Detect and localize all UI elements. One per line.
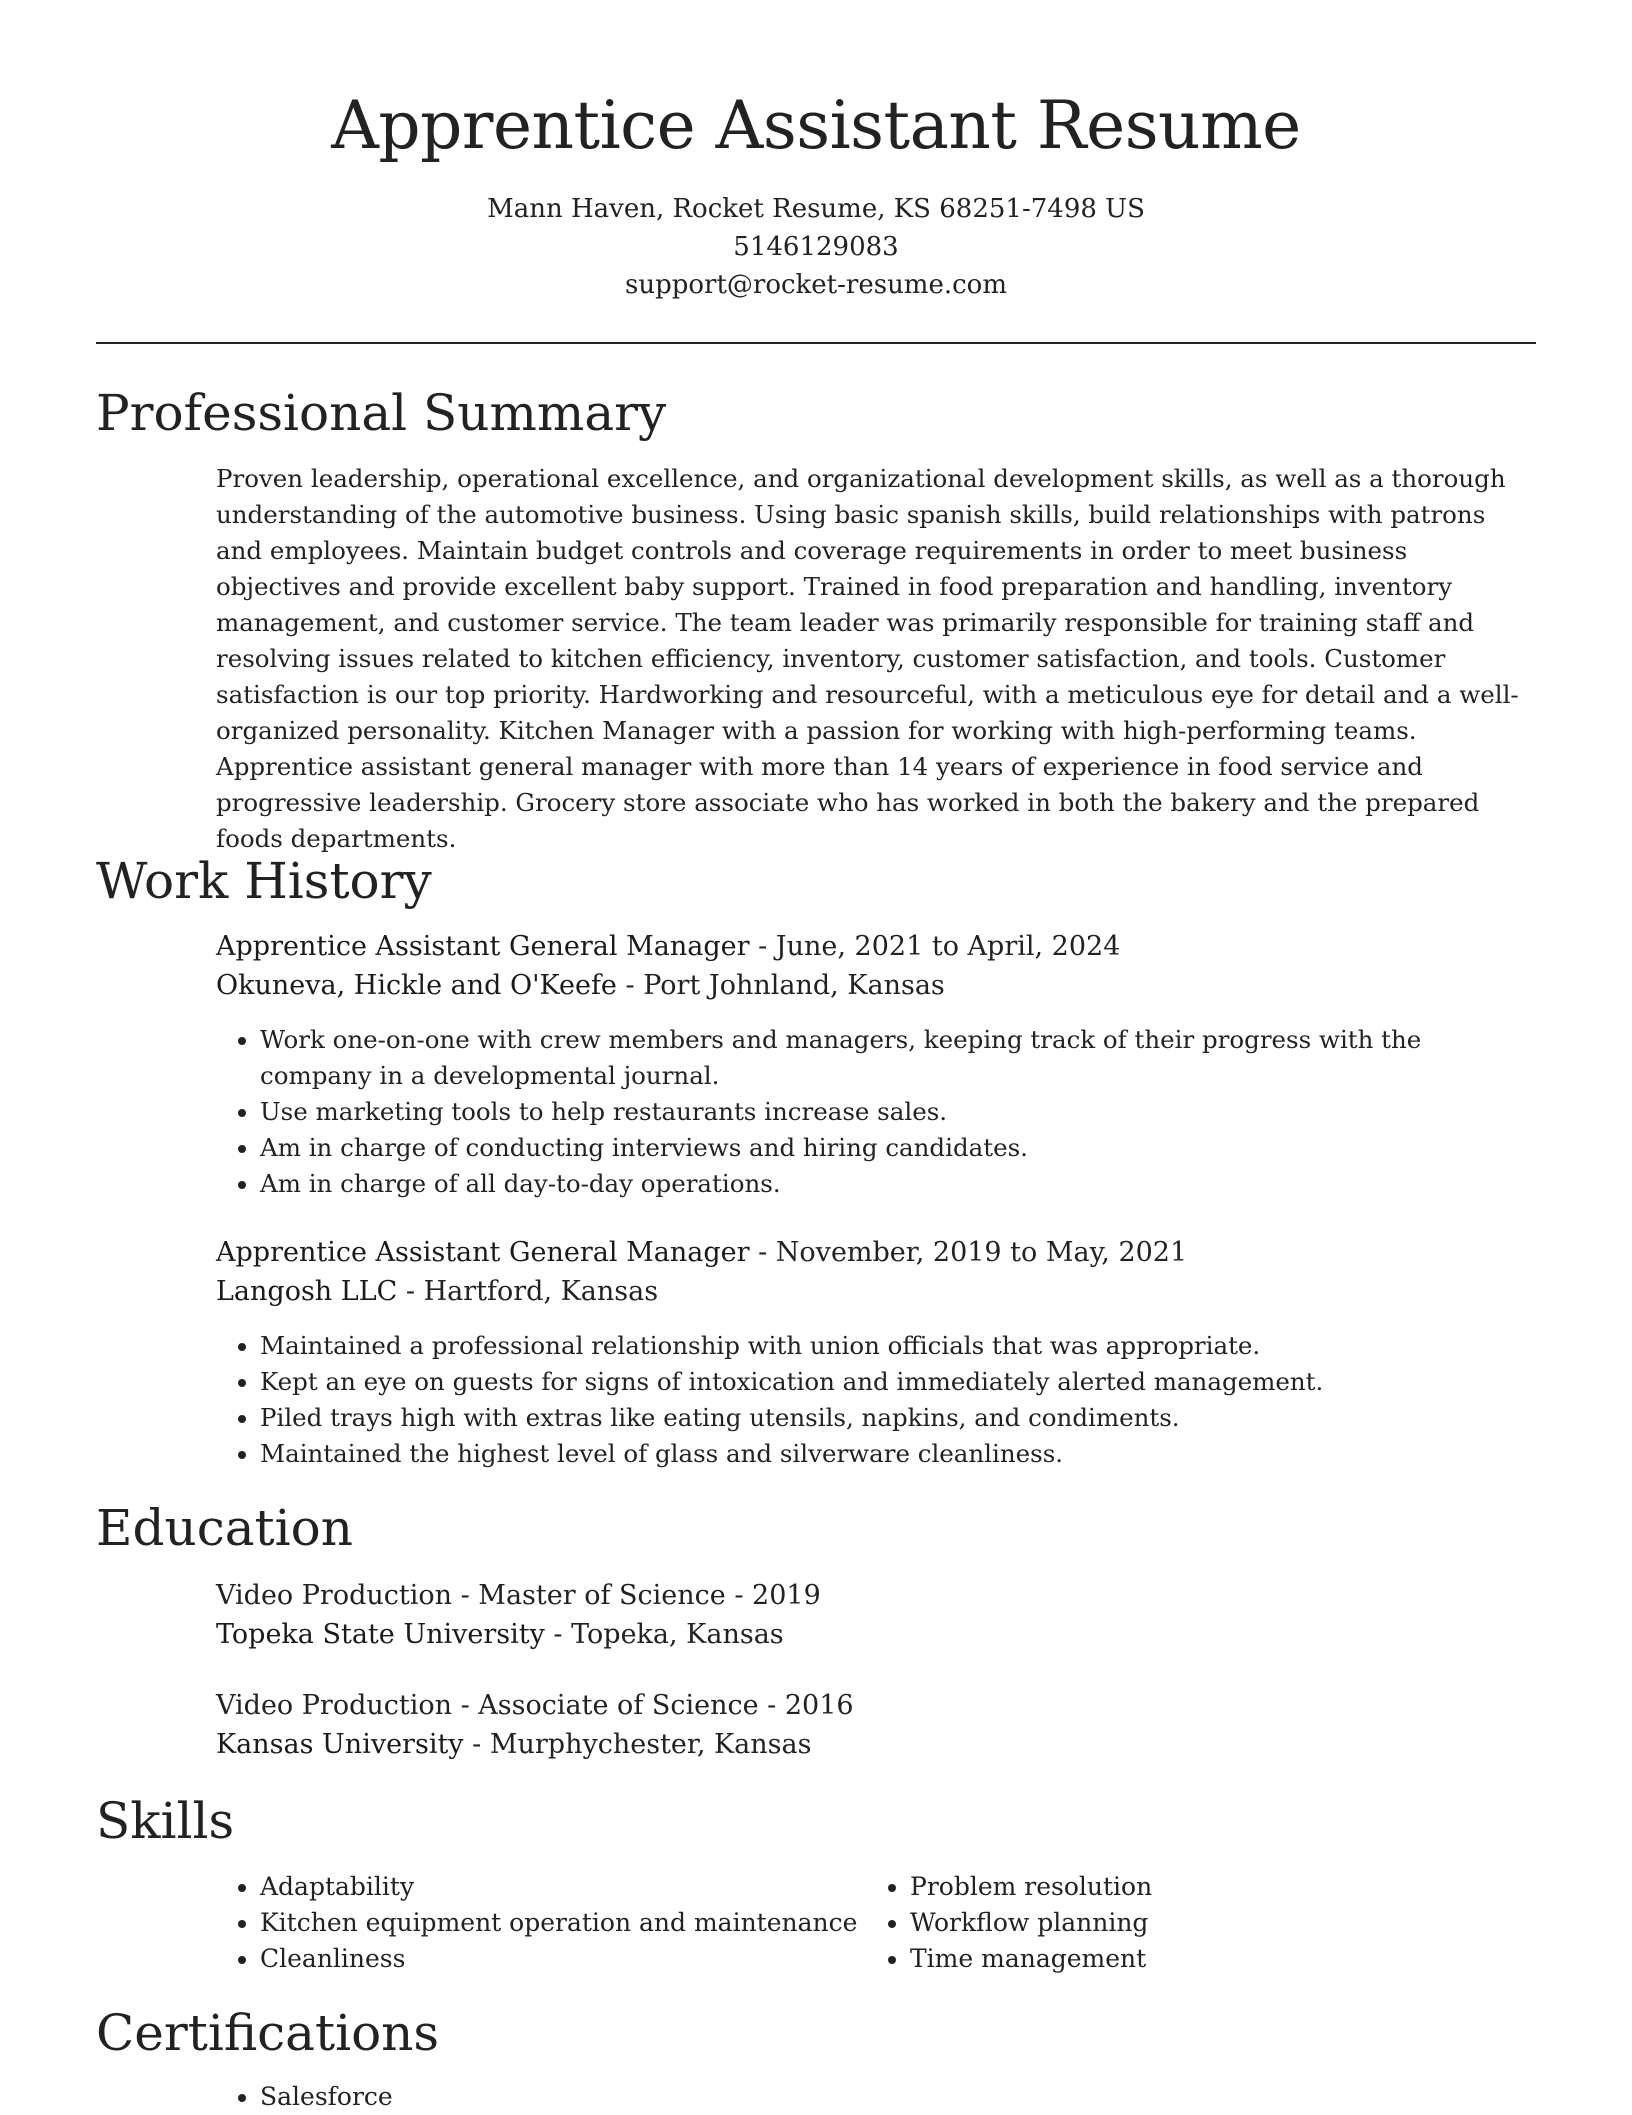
- job-bullets: [216, 1022, 1536, 1202]
- job-location: - Port Johnland, Kansas: [616, 970, 945, 1001]
- skill-item: • Time management: [910, 1941, 1550, 1977]
- skill-item: • Adaptability: [260, 1869, 900, 1905]
- education-degree: Video Production - Master of Science - 2019: [216, 1580, 821, 1611]
- skill-item: • Cleanliness: [260, 1941, 900, 1977]
- summary-heading: Professional Summary: [96, 384, 667, 442]
- work-history-heading: Work History: [96, 852, 432, 910]
- certifications-heading: Certifications: [96, 2004, 440, 2062]
- skill-item: • Problem resolution: [910, 1869, 1550, 1905]
- education-location: - Murphychester, Kansas: [463, 1729, 812, 1760]
- job-location: - Hartford, Kansas: [397, 1276, 659, 1307]
- certification-item: • Salesforce: [260, 2079, 900, 2115]
- list-item: • Kept an eye on guests for signs of intoxication and immediately alerted management.: [260, 1364, 1536, 1400]
- list-item: • Use marketing tools to help restaurants increase sales.: [260, 1094, 1536, 1130]
- contact-email: support@rocket-resume.com: [624, 270, 1007, 300]
- summary-text: Proven leadership, operational excellence, and organizational development skills, as well as a thorough understanding of the automotive business. Using basic spanish skills, build relationships with patrons and employees. Maintain budget controls and coverage requirements in order to meet business objectives and provide excellent baby support. Trained in food preparation and handling, inventory management, and customer service. The team leader was primarily responsible for training staff and resolving issues related to kitchen efficiency, inventory, customer satisfaction, and tools. Customer satisfaction is our top priority. Hardworking and resourceful, with a meticulous eye for detail and a well-organized personality. Kitchen Manager with a passion for working with high-performing teams. Apprentice assistant general manager with more than 14 years of experience in food service and progressive leadership. Grocery store associate who has worked in both the bakery and the prepared foods departments.: [216, 464, 1519, 853]
- resume-title: Apprentice Assistant Resume: [331, 87, 1301, 164]
- contact-address: Mann Haven, Rocket Resume, KS 68251-7498 US: [487, 194, 1145, 224]
- job-dates: - November, 2019 to May, 2021: [749, 1237, 1188, 1268]
- skills-list-left: [216, 1869, 900, 1977]
- education-school-line: [216, 1616, 1536, 1654]
- education-heading: Education: [96, 1499, 353, 1557]
- education-school-line: [216, 1726, 1536, 1764]
- list-item: • Piled trays high with extras like eating utensils, napkins, and condiments.: [260, 1400, 1536, 1436]
- skills-list-right: [866, 1869, 1550, 1977]
- job-title-line: [216, 928, 1536, 966]
- job-title: Apprentice Assistant General Manager: [216, 931, 750, 962]
- skill-item: • Kitchen equipment operation and maintenance: [260, 1905, 900, 1941]
- contact-phone: 5146129083: [733, 232, 899, 262]
- resume-header: [96, 80, 1536, 304]
- header-divider: [96, 342, 1536, 344]
- job-company: Langosh LLC: [216, 1276, 398, 1307]
- list-item: • Am in charge of conducting interviews and hiring candidates.: [260, 1130, 1536, 1166]
- list-item: • Work one-on-one with crew members and managers, keeping track of their progress with the company in a developmental journal.: [260, 1022, 1536, 1094]
- certifications-list: [216, 2079, 900, 2115]
- education-location: - Topeka, Kansas: [544, 1619, 784, 1650]
- job-company-line: [216, 1273, 1536, 1311]
- job-company-line: [216, 967, 1536, 1005]
- job-bullets: [216, 1328, 1536, 1472]
- job-dates: - June, 2021 to April, 2024: [749, 931, 1121, 962]
- skills-heading: Skills: [96, 1792, 235, 1850]
- list-item: • Am in charge of all day-to-day operations.: [260, 1166, 1536, 1202]
- education-school: Topeka State University: [216, 1619, 545, 1650]
- list-item: • Maintained a professional relationship with union officials that was appropriate.: [260, 1328, 1536, 1364]
- list-item: • Maintained the highest level of glass and silverware cleanliness.: [260, 1436, 1536, 1472]
- skill-item: • Workflow planning: [910, 1905, 1550, 1941]
- job-company: Okuneva, Hickle and O'Keefe: [216, 970, 617, 1001]
- job-title: Apprentice Assistant General Manager: [216, 1237, 750, 1268]
- education-school: Kansas University: [216, 1729, 464, 1760]
- education-degree: Video Production - Associate of Science - 2016: [216, 1690, 854, 1721]
- job-title-line: [216, 1234, 1536, 1272]
